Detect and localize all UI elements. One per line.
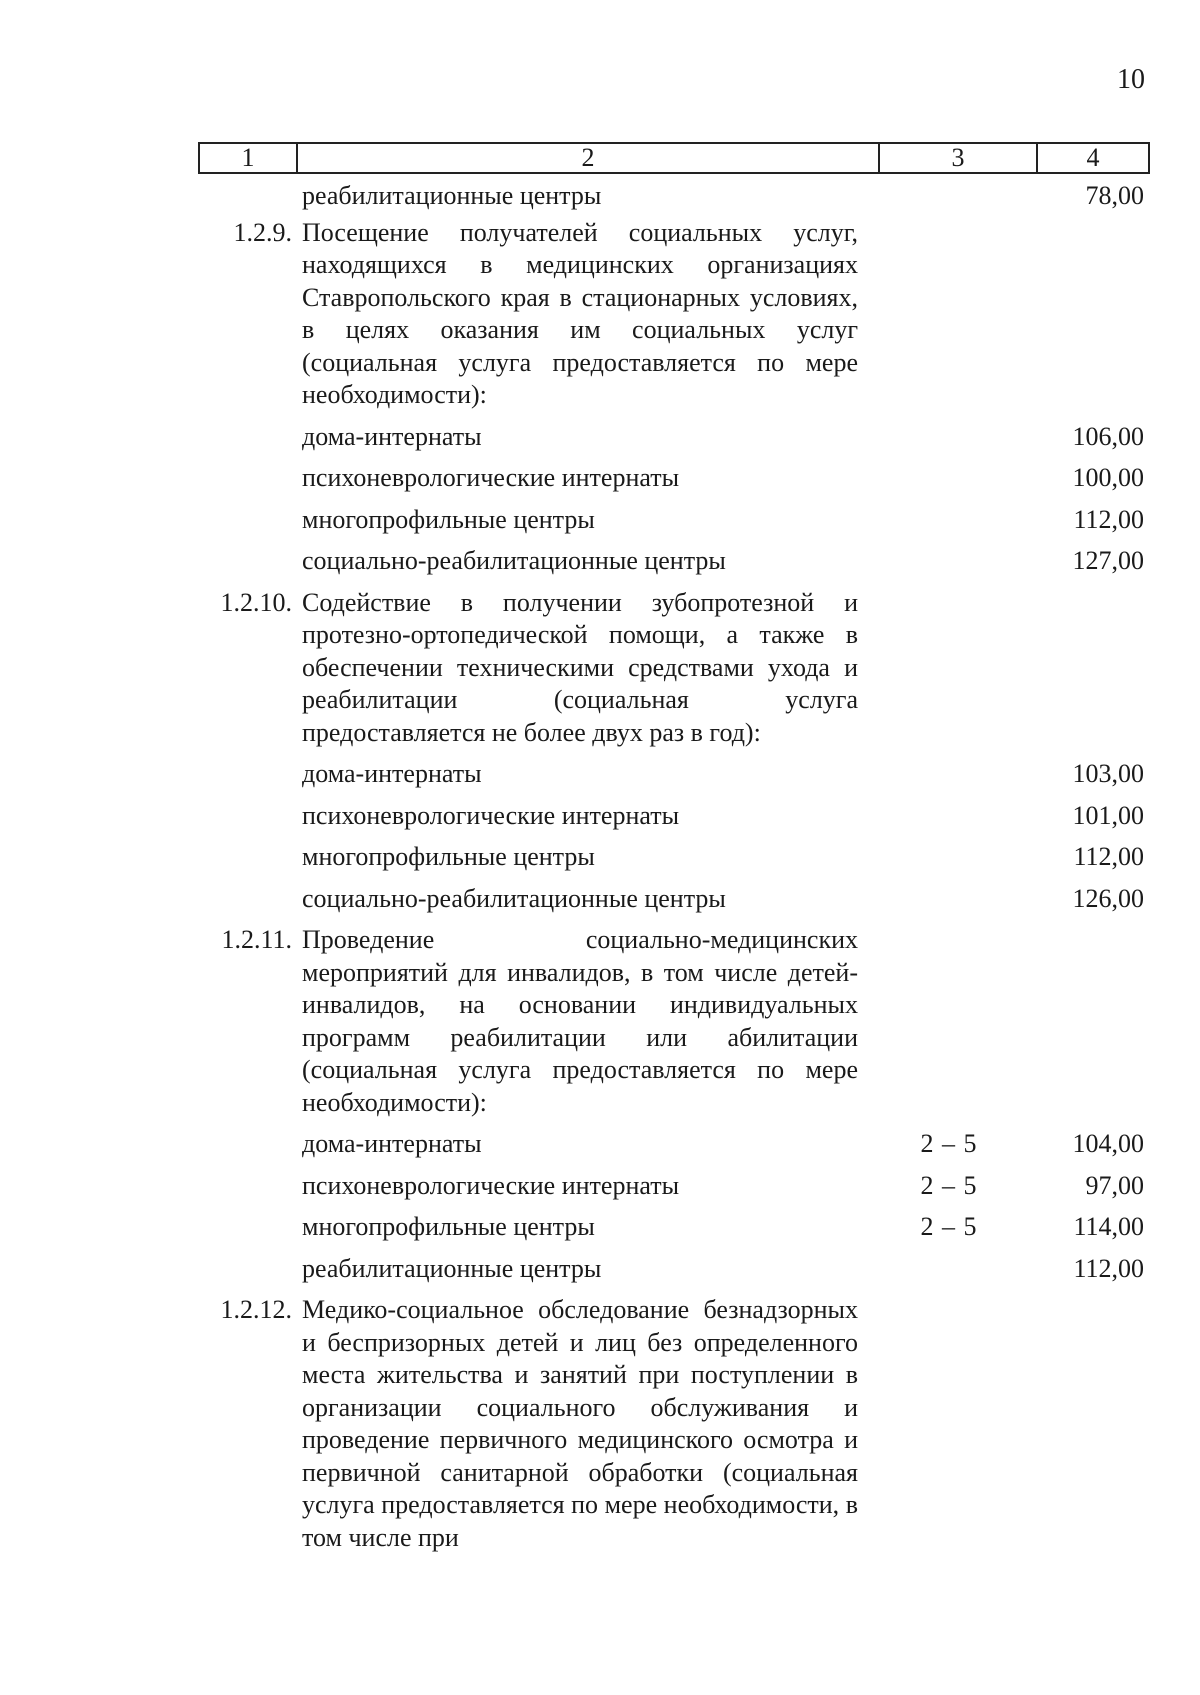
row-value: 100,00 (1072, 463, 1144, 492)
table-row (198, 217, 1150, 412)
row-value: 126,00 (1072, 883, 1144, 913)
column-header-2: 2 (298, 144, 880, 172)
table-row (198, 924, 1150, 1119)
row-col3 (858, 587, 1016, 750)
row-text: психоневрологические интернаты (302, 1170, 680, 1200)
row-col3 (858, 504, 1016, 537)
row-text: многопрофильные центры (302, 1212, 595, 1241)
row-col3 (858, 1253, 1016, 1286)
table-row (198, 1253, 1150, 1286)
row-col3 (858, 924, 1016, 1119)
row-col3 (858, 1294, 1016, 1554)
table-row (198, 758, 1150, 791)
row-text: многопрофильные центры (302, 842, 595, 871)
table-row (198, 800, 1150, 833)
row-value: 103,00 (1072, 759, 1144, 788)
row-text: психоневрологические интернаты (302, 463, 680, 492)
row-col3 (858, 462, 1016, 495)
row-text: Проведение социально-медицинских мероприятий для инвалидов, в том числе детей-инвалидов, на основании индивидуальных программ реабилитации или абилитации (социальная услуга предоставляется по мере необходимости): (302, 925, 858, 1117)
row-number (198, 841, 302, 874)
row-text: Медико-социальное обследование безнадзорных и беспризорных детей и лиц без определенного места жительства и занятий при поступлении в организации социального обслуживания и проведение первичного медицинского осмотра и первичной санитарной обработки (социальная услуга предоставляется по мере необходимости, в том числе при (302, 1295, 858, 1552)
page-number: 10 (1117, 64, 1145, 95)
column-header-1: 1 (200, 144, 298, 172)
table-row (198, 1294, 1150, 1554)
table-row (198, 1170, 1150, 1203)
row-text: реабилитационные центры (302, 1253, 602, 1283)
row-number (198, 758, 302, 791)
row-value: 112,00 (1073, 504, 1144, 534)
row-text: многопрофильные центры (302, 504, 595, 534)
column-header-3: 3 (880, 144, 1038, 172)
row-number (198, 462, 302, 495)
row-number (198, 1253, 302, 1286)
row-value: 104,00 (1072, 1129, 1144, 1158)
row-value: 106,00 (1072, 421, 1144, 451)
table-row (198, 883, 1150, 916)
table-row (198, 180, 1150, 213)
row-col3 (858, 545, 1016, 578)
table-row (198, 841, 1150, 874)
row-col3: 2 – 5 (920, 1129, 978, 1158)
row-value: 78,00 (1085, 181, 1144, 210)
row-col3 (858, 800, 1016, 833)
row-text: дома-интернаты (302, 421, 482, 451)
row-text: социально-реабилитационные центры (302, 883, 726, 913)
row-value: 112,00 (1073, 1253, 1144, 1283)
row-col3 (858, 217, 1016, 412)
row-number (198, 545, 302, 578)
table-row (198, 1211, 1150, 1244)
table-row (198, 545, 1150, 578)
row-value (1016, 587, 1150, 750)
row-number: 1.2.11. (221, 925, 292, 954)
table-column-header (198, 142, 1150, 174)
row-text: социально-реабилитационные центры (302, 546, 726, 575)
row-number: 1.2.9. (233, 217, 292, 247)
row-col3 (858, 758, 1016, 791)
table-row (198, 587, 1150, 750)
column-header-4: 4 (1086, 143, 1100, 172)
row-value (1016, 1294, 1150, 1554)
row-value (1016, 924, 1150, 1119)
row-value: 112,00 (1073, 842, 1144, 871)
row-value: 114,00 (1073, 1212, 1144, 1241)
row-number (198, 180, 302, 213)
row-text: реабилитационные центры (302, 181, 602, 210)
row-number (198, 1170, 302, 1203)
table-row (198, 504, 1150, 537)
row-number (198, 800, 302, 833)
row-number (198, 504, 302, 537)
services-table-body (198, 180, 1150, 1563)
row-text: дома-интернаты (302, 759, 482, 788)
row-col3 (858, 883, 1016, 916)
row-number (198, 883, 302, 916)
row-value: 127,00 (1072, 546, 1144, 575)
row-value: 101,00 (1072, 800, 1144, 830)
row-text: дома-интернаты (302, 1129, 482, 1158)
table-row (198, 1128, 1150, 1161)
row-col3 (858, 421, 1016, 454)
table-row (198, 421, 1150, 454)
table-row (198, 462, 1150, 495)
row-text: Посещение получателей социальных услуг, находящихся в медицинских организациях Ставропольского края в стационарных условиях, в целях оказания им социальных услуг (социальная услуга предоставляется по мере необходимости): (302, 217, 858, 409)
row-col3 (858, 841, 1016, 874)
row-number: 1.2.10. (220, 587, 292, 617)
row-text: психоневрологические интернаты (302, 800, 680, 830)
row-col3 (858, 180, 1016, 213)
row-number: 1.2.12. (220, 1295, 292, 1324)
row-value (1016, 217, 1150, 412)
row-number (198, 1211, 302, 1244)
row-number (198, 1128, 302, 1161)
row-number (198, 421, 302, 454)
row-value: 97,00 (1085, 1170, 1144, 1200)
row-col3: 2 – 5 (920, 1212, 978, 1241)
row-col3: 2 – 5 (920, 1170, 978, 1200)
row-text: Содействие в получении зубопротезной и протезно-ортопедической помощи, а также в обеспечении техническими средствами ухода и реабилитации (социальная услуга предоставляется не более двух раз в год): (302, 587, 858, 747)
